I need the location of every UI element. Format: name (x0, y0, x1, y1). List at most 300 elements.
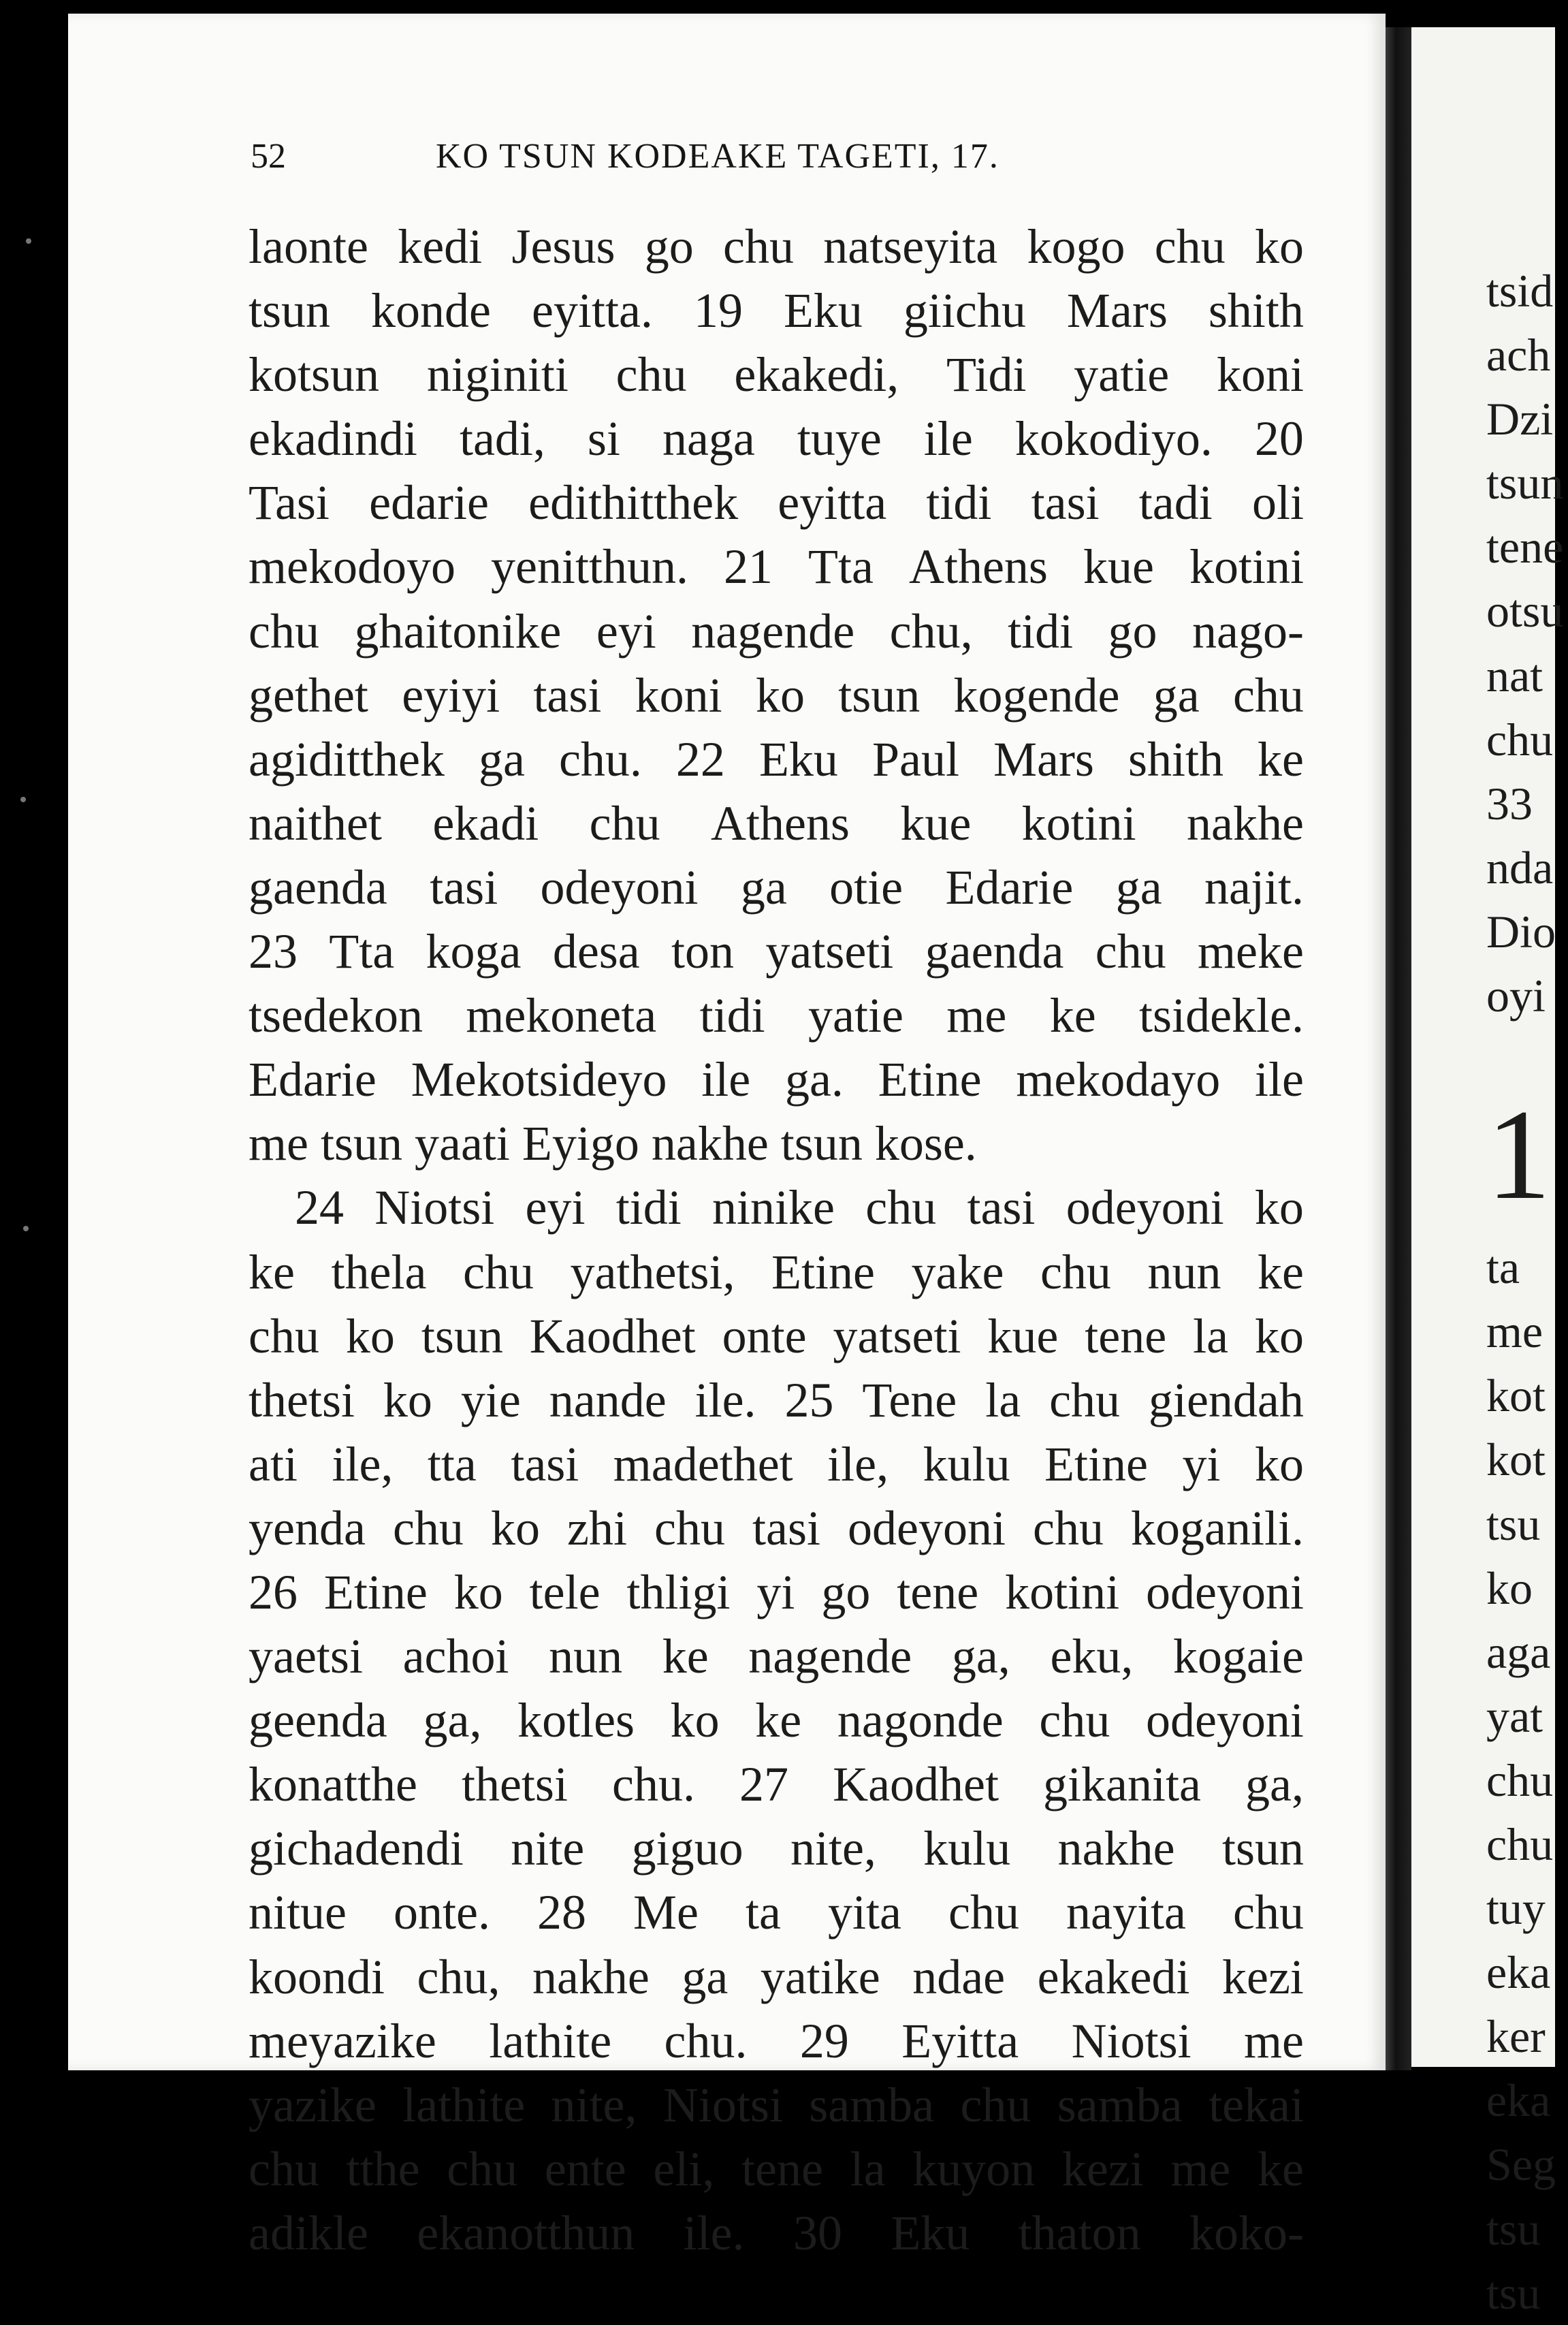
word: chu (1232, 667, 1304, 723)
word: ke (1258, 731, 1304, 787)
text-line (249, 1240, 1304, 1304)
word: Tta (807, 539, 874, 595)
margin-speck (20, 797, 26, 802)
word: tekai (1209, 2077, 1304, 2132)
word: Etine (878, 1052, 982, 1107)
word: kezi (1061, 2141, 1144, 2196)
word: giichu (903, 283, 1026, 338)
word: meyazike (249, 2013, 436, 2068)
word: tsun (421, 1308, 503, 1363)
right-page-fragment: Seg (1486, 2138, 1556, 2191)
word: 28 (537, 1885, 586, 1940)
word: ko (383, 1372, 432, 1427)
word: 30 (793, 2205, 842, 2260)
word: madethet (613, 1436, 793, 1491)
right-page-fragment: aga (1486, 1626, 1551, 1678)
right-page-fragment: tene (1486, 521, 1564, 573)
word: chu (462, 1244, 534, 1299)
word: ekakedi, (734, 347, 899, 402)
word: koondi (249, 1949, 385, 2004)
word: Etine (1044, 1436, 1148, 1491)
word: Eku (783, 283, 863, 338)
text-line (249, 1432, 1304, 1496)
right-page-fragment: kot (1486, 1370, 1546, 1422)
word: ko (755, 667, 805, 723)
word: nitue (249, 1885, 347, 1940)
word: chu (865, 1180, 937, 1235)
right-page-fragment: me (1486, 1306, 1543, 1358)
word: thetsi (249, 1372, 355, 1427)
word: naithet (249, 795, 382, 851)
word: ekanotthun (417, 2205, 635, 2260)
word: ndae (912, 1949, 1006, 2004)
word: chu (654, 1500, 725, 1555)
word: 19 (693, 283, 743, 338)
word: Me (633, 1885, 699, 1940)
word: nakhe (1057, 1821, 1175, 1876)
word: la (1193, 1308, 1229, 1363)
word: onte (722, 1308, 807, 1363)
word: ke (755, 1693, 802, 1748)
word: desa (552, 924, 640, 979)
word: chu (589, 795, 660, 851)
right-page-fragment: chu (1486, 1818, 1554, 1870)
word: kezi (1221, 1949, 1304, 2004)
word: konde (371, 283, 491, 338)
word: Tasi (249, 475, 330, 531)
word: nagende (748, 1629, 912, 1684)
right-page-fragment: chu (1486, 1754, 1554, 1806)
word: 23 (249, 924, 298, 979)
word: ile, (332, 1436, 394, 1491)
word: 26 (249, 1564, 298, 1619)
word: nayita (1066, 1885, 1186, 1940)
word: edarie (369, 475, 489, 531)
word: chu (948, 1885, 1020, 1940)
word: ta (746, 1885, 782, 1940)
word: chu. (664, 2013, 748, 2068)
word: nakhe (532, 1949, 650, 2004)
word: tsun (838, 667, 921, 723)
text-line (249, 471, 1304, 535)
word: tidi (699, 988, 765, 1043)
right-page-fragment (1486, 1028, 1568, 1075)
text-line (249, 1880, 1304, 1944)
word: konatthe (249, 1757, 417, 1812)
word: chu (249, 1308, 319, 1363)
word: yenitthun. (490, 539, 688, 595)
word: 29 (799, 2013, 849, 2068)
text-line (249, 1175, 1304, 1239)
word: eyitta (778, 475, 887, 531)
right-page-fragment: ach (1486, 329, 1551, 381)
text-line (249, 1560, 1304, 1624)
word: ekakedi (1037, 1949, 1190, 2004)
word: shith (1127, 731, 1223, 787)
word: ko (1254, 1436, 1304, 1491)
word: la (850, 2141, 886, 2196)
word: eli, (653, 2141, 715, 2196)
word: niginiti (426, 347, 569, 402)
word: ga (740, 859, 787, 915)
word: thaton (1018, 2205, 1141, 2260)
book-gutter (1386, 27, 1411, 2070)
word: 22 (675, 731, 725, 787)
word: nite, (551, 2077, 637, 2132)
drop-cap-fragment: 1 (1486, 1084, 1551, 1227)
word: Edarie (945, 859, 1074, 915)
word: tasi (533, 667, 602, 723)
word: tsidekle. (1139, 988, 1304, 1043)
word: kulu (923, 1436, 1010, 1491)
word: kogende (953, 667, 1120, 723)
text-line (249, 1304, 1304, 1368)
word: ente (544, 2141, 626, 2196)
word: gikanita (1043, 1757, 1201, 1812)
word: onte. (394, 1885, 490, 1940)
word: odeyoni (1066, 1180, 1224, 1235)
word: tene (897, 1564, 979, 1619)
word: thela (331, 1244, 427, 1299)
word: kue (900, 795, 972, 851)
word: Paul (871, 731, 959, 787)
margin-speck (26, 238, 31, 244)
text-line (249, 2009, 1304, 2073)
word: odeyoni (1146, 1564, 1304, 1619)
word: ekadi (432, 795, 539, 851)
word: Niotsi (1071, 2013, 1191, 2068)
word: eyi (525, 1180, 586, 1235)
word: chu, (417, 1949, 500, 2004)
margin-speck (23, 1226, 29, 1231)
word: Niotsi (662, 2077, 783, 2132)
right-page-fragment: Dzi (1486, 393, 1554, 445)
word: ile (701, 1052, 751, 1107)
word: eyi (596, 603, 656, 659)
word: ile (1254, 1052, 1304, 1107)
word: koko- (1189, 2205, 1304, 2260)
text-line (249, 599, 1304, 663)
word: Edarie (249, 1052, 377, 1107)
word: Tene (862, 1372, 957, 1427)
word: tta (427, 1436, 477, 1491)
word: ga, (951, 1629, 1010, 1684)
word: eku, (1050, 1629, 1134, 1684)
word: eyitta. (532, 283, 653, 338)
word: yatie (808, 988, 903, 1043)
word: Eyitta (901, 2013, 1019, 2068)
word: Eku (891, 2205, 970, 2260)
text-line (249, 1688, 1304, 1752)
word: 27 (739, 1757, 789, 1812)
word: shith (1208, 283, 1304, 338)
word: ke (1049, 988, 1096, 1043)
word: chu (1095, 924, 1166, 979)
word: nagonde (837, 1693, 1004, 1748)
word: go (821, 1564, 871, 1619)
right-page-fragment: eka (1486, 2074, 1551, 2127)
word: thetsi (461, 1757, 568, 1812)
right-page-fragment: tsu (1486, 2202, 1541, 2255)
text-line (249, 1496, 1304, 1560)
word: yatseti (833, 1308, 961, 1363)
text-line (249, 343, 1304, 407)
text-line (249, 1368, 1304, 1432)
word: odeyoni (848, 1500, 1006, 1555)
word: lathite (402, 2077, 526, 2132)
word: gichadendi (249, 1821, 464, 1876)
text-line (249, 2137, 1304, 2201)
word: agiditthek (249, 731, 445, 787)
word: giendah (1148, 1372, 1304, 1427)
word: meke (1198, 924, 1304, 979)
word: si (587, 411, 620, 466)
word: go (1108, 603, 1157, 659)
word: nite, (790, 1821, 876, 1876)
word: ghaitonike (354, 603, 562, 659)
right-page-fragment: tsu (1486, 1498, 1541, 1550)
right-page-fragment: ta (1486, 1241, 1520, 1294)
word: tidi (926, 475, 992, 531)
word: 21 (723, 539, 773, 595)
word: achoi (402, 1629, 509, 1684)
word: chu (960, 2077, 1031, 2132)
word: zhi (566, 1500, 627, 1555)
word: chu (1049, 1372, 1121, 1427)
word: gaenda (925, 924, 1064, 979)
word: tidi (615, 1180, 682, 1235)
word: ga (682, 1949, 729, 2004)
right-page-fragment: tuy (1486, 1882, 1546, 1935)
word: yatseti (765, 924, 894, 979)
word: ile. (694, 1372, 756, 1427)
word: kogaie (1173, 1629, 1304, 1684)
word: chu (1039, 1693, 1110, 1748)
word: giguo (631, 1821, 743, 1876)
word: Eku (758, 731, 838, 787)
word: tthe (346, 2141, 420, 2196)
word: naga (662, 411, 755, 466)
word: yatike (760, 1949, 880, 2004)
text-line (249, 1047, 1304, 1111)
word: yenda (249, 1500, 366, 1555)
word: Jesus (511, 219, 615, 274)
right-page-text (1486, 259, 1568, 2325)
word: eyiyi (402, 667, 500, 723)
text-line (249, 1945, 1304, 2009)
word: lathite (489, 2013, 612, 2068)
text-line (249, 983, 1304, 1047)
word: koganili. (1131, 1500, 1304, 1555)
word: kogo (1027, 219, 1125, 274)
word: yita (828, 1885, 902, 1940)
word: ile, (827, 1436, 889, 1491)
text-line (249, 1816, 1304, 1880)
word: yi (756, 1564, 795, 1619)
word: ko (453, 1564, 503, 1619)
word: nite (511, 1821, 585, 1876)
word: ko (1255, 219, 1304, 274)
right-page-fragment: tsu (1486, 2266, 1541, 2319)
word: chu (1033, 1500, 1104, 1555)
word: odeyoni (1145, 1693, 1304, 1748)
word: ga. (784, 1052, 844, 1107)
word: chu (249, 2141, 319, 2196)
word: Kaodhet (529, 1308, 696, 1363)
word: 25 (784, 1372, 834, 1427)
word: ga, (1245, 1757, 1304, 1812)
text-line (249, 215, 1304, 279)
word: Etine (771, 1244, 875, 1299)
word: me (1170, 2141, 1231, 2196)
text-line (249, 663, 1304, 727)
word: koni (1216, 347, 1304, 402)
word: tsun (1221, 1821, 1304, 1876)
right-page-fragment: eka (1486, 1946, 1551, 1999)
word: kokodiyo. (1014, 411, 1213, 466)
word: ekadindi (249, 411, 417, 466)
right-page-fragment: kot (1486, 1434, 1546, 1486)
word: Mars (1066, 283, 1168, 338)
word: tene (741, 2141, 823, 2196)
word: yazike (249, 2077, 377, 2132)
text-line (249, 2201, 1304, 2265)
word: ko (1254, 1180, 1304, 1235)
word: tidi (1008, 603, 1074, 659)
word: tadi, (459, 411, 545, 466)
word: kulu (923, 1821, 1011, 1876)
right-page-fragment: chu (1486, 713, 1554, 765)
text-line (249, 279, 1304, 343)
word: laonte (249, 219, 368, 274)
word: kue (1083, 539, 1154, 595)
word: Niotsi (374, 1180, 495, 1235)
word: natseyita (823, 219, 998, 274)
word: ga (1153, 667, 1200, 723)
word: gethet (249, 667, 368, 723)
word: chu. (612, 1757, 695, 1812)
right-page-fragment: ko (1486, 1562, 1533, 1614)
word: thligi (626, 1564, 731, 1619)
word: ile. (683, 2205, 745, 2260)
running-head: KO TSUN KODEAKE TAGETI, 17. (436, 137, 999, 176)
word: nakhe (1187, 795, 1304, 851)
word: chu (1154, 219, 1226, 274)
word: Mars (993, 731, 1094, 787)
word: 24 (295, 1180, 344, 1235)
word: tasi (752, 1500, 820, 1555)
word: nago- (1192, 603, 1304, 659)
word: tadi (1138, 475, 1213, 531)
word: Athens (710, 795, 850, 851)
word: tsedekon (249, 988, 423, 1043)
word: ga (478, 731, 525, 787)
right-page-edge (1411, 27, 1564, 2319)
word: chu (723, 219, 794, 274)
word: edithitthek (528, 475, 739, 531)
text-line (249, 2073, 1304, 2137)
right-page-fragment: nat (1486, 649, 1543, 701)
word: ninike (712, 1180, 835, 1235)
word: ga, (423, 1693, 482, 1748)
word: mekodoyo (249, 539, 455, 595)
word: kue (987, 1308, 1059, 1363)
right-page-fragment: tsun (1486, 457, 1564, 509)
word: chu, (889, 603, 973, 659)
word: tasi (967, 1180, 1036, 1235)
word: kotsun (249, 347, 380, 402)
word: samba (809, 2077, 935, 2132)
word: yake (911, 1244, 1004, 1299)
word: ile (923, 411, 973, 466)
right-page-fragment: yat (1486, 1690, 1543, 1742)
word: kotini (1005, 1564, 1120, 1619)
word: tuye (797, 411, 882, 466)
word: me (946, 988, 1007, 1043)
word: Tta (329, 924, 395, 979)
right-page-fragment: Dio (1486, 905, 1556, 958)
word: samba (1057, 2077, 1183, 2132)
word: ga (1115, 859, 1162, 915)
word: chu (392, 1500, 464, 1555)
word: ko (670, 1693, 720, 1748)
right-page-fragment: oyi (1486, 970, 1546, 1022)
word: ke (662, 1629, 709, 1684)
word: ko (1255, 1308, 1304, 1363)
word: ko (490, 1500, 540, 1555)
word: chu (1040, 1244, 1111, 1299)
word: ke (249, 1244, 295, 1299)
word: kotini (1021, 795, 1136, 851)
word: najit. (1204, 859, 1304, 915)
word: chu (249, 603, 319, 659)
word: chu (1233, 1885, 1304, 1940)
word: koga (426, 924, 522, 979)
word: nagende (691, 603, 855, 659)
text-line (249, 1624, 1304, 1688)
text-line (249, 791, 1304, 855)
word: yathetsi, (570, 1244, 735, 1299)
right-page-fragment: tsid (1486, 265, 1554, 317)
word: Tidi (946, 347, 1027, 402)
word: nande (549, 1372, 667, 1427)
word: Mekotsideyo (411, 1052, 667, 1107)
word: yaetsi (249, 1629, 363, 1684)
word: chu (615, 347, 687, 402)
text-line (249, 727, 1304, 791)
word: mekoneta (466, 988, 657, 1043)
right-page-fragment: 33 (1486, 777, 1533, 829)
word: mekodayo (1016, 1052, 1221, 1107)
word: ke (1257, 2141, 1304, 2196)
page-number: 52 (251, 137, 286, 176)
word: gaenda (249, 859, 387, 915)
word: ati (249, 1436, 298, 1491)
word: ke (1258, 1244, 1304, 1299)
text-line (249, 855, 1304, 919)
word: chu (447, 2141, 518, 2196)
word: la (985, 1372, 1021, 1427)
word: geenda (249, 1693, 387, 1748)
word: nun (549, 1629, 623, 1684)
word: kedi (398, 219, 483, 274)
word: Athens (908, 539, 1048, 595)
text-line: me tsun yaati Eyigo nakhe tsun kose. (249, 1116, 977, 1171)
right-page-fragment: ker (1486, 2010, 1546, 2063)
word: odeyoni (540, 859, 699, 915)
right-page-fragment: nda (1486, 841, 1554, 893)
word: me (1243, 2013, 1304, 2068)
